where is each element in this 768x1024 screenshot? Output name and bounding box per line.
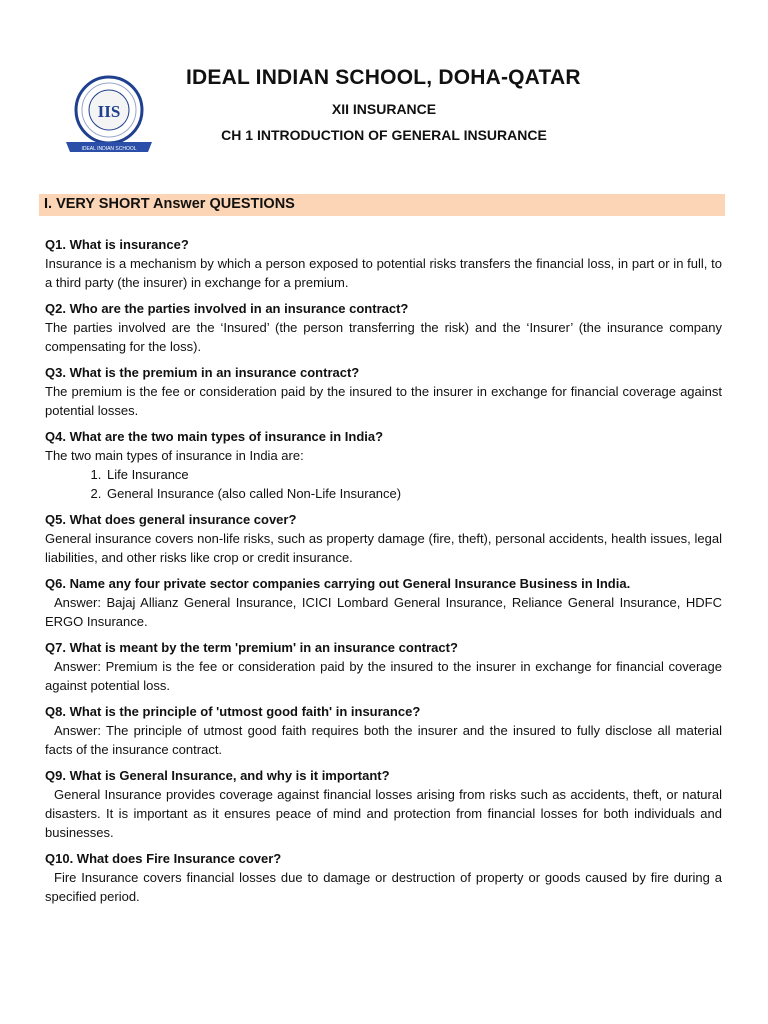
question-text: Q1. What is insurance? [45,237,189,252]
list-item: 1. Life Insurance [105,465,722,484]
question-block [45,299,722,356]
question-block [45,235,722,292]
answer-text: Answer: Premium is the fee or consideration paid by the insured to the insurer in exchange for financial coverage against potential loss. [45,659,722,693]
question-block [45,363,722,420]
answer-text: General Insurance provides coverage against financial losses arising from risks such as accidents, theft, or natural disasters. It is important as it ensures peace of mind and protection from financial losses for both individuals and businesses. [45,787,722,840]
answer-text: Fire Insurance covers financial losses due to damage or destruction of property or goods caused by fire during a specified period. [45,870,722,904]
answer-text: Answer: The principle of utmost good faith requires both the insurer and the insured to fully disclose all material facts of the insurance contract. [45,723,722,757]
logo-initials: IIS [97,102,121,121]
class-title: XII INSURANCE [331,101,437,117]
chapter-title: CH 1 INTRODUCTION OF GENERAL INSURANCE [221,127,547,143]
answer-text: The premium is the fee or consideration paid by the insured to the insurer in exchange for financial coverage against potential losses. [45,384,722,418]
question-block [45,766,722,842]
question-text: Q7. What is meant by the term 'premium' in an insurance contract? [45,640,458,655]
question-block [45,638,722,695]
question-list [45,235,722,913]
section-title: I. VERY SHORT Answer QUESTIONS [44,196,295,212]
answer-text: General insurance covers non-life risks, such as property damage (fire, theft), personal accidents, health issues, legal liabilities, and other risks like crop or credit insurance. [45,531,722,565]
question-block [45,702,722,759]
question-block [45,427,722,503]
question-text: Q4. What are the two main types of insurance in India? [45,429,384,444]
question-text: Q10. What does Fire Insurance cover? [45,851,282,866]
question-block [45,510,722,567]
question-text: Q9. What is General Insurance, and why is it important? [45,768,390,783]
document-header [0,0,768,170]
school-name: IDEAL INDIAN SCHOOL, DOHA-QATAR [186,66,581,89]
answer-text: The two main types of insurance in India are: [45,448,304,463]
section-heading-bar [39,194,725,216]
question-text: Q8. What is the principle of 'utmost good faith' in insurance? [45,704,421,719]
logo-ribbon-text: IDEAL INDIAN SCHOOL [81,146,137,152]
question-text: Q3. What is the premium in an insurance contract? [45,365,360,380]
answer-text: The parties involved are the ‘Insured’ (the person transferring the risk) and the ‘Insurer’ (the insurance company compensating for the loss). [45,320,722,354]
question-text: Q6. Name any four private sector companies carrying out General Insurance Business in India. [45,576,631,591]
question-block [45,574,722,631]
answer-text: Answer: Bajaj Allianz General Insurance, ICICI Lombard General Insurance, Reliance General Insurance, HDFC ERGO Insurance. [45,595,722,629]
question-text: Q2. Who are the parties involved in an insurance contract? [45,301,409,316]
question-text: Q5. What does general insurance cover? [45,512,297,527]
question-block [45,849,722,906]
insurance-types-list [45,465,722,503]
answer-text: Insurance is a mechanism by which a person exposed to potential risks transfers the financial loss, in part or in full, to a third party (the insurer) in exchange for a premium. [45,256,722,290]
list-item: 2. General Insurance (also called Non-Life Insurance) [105,484,722,503]
